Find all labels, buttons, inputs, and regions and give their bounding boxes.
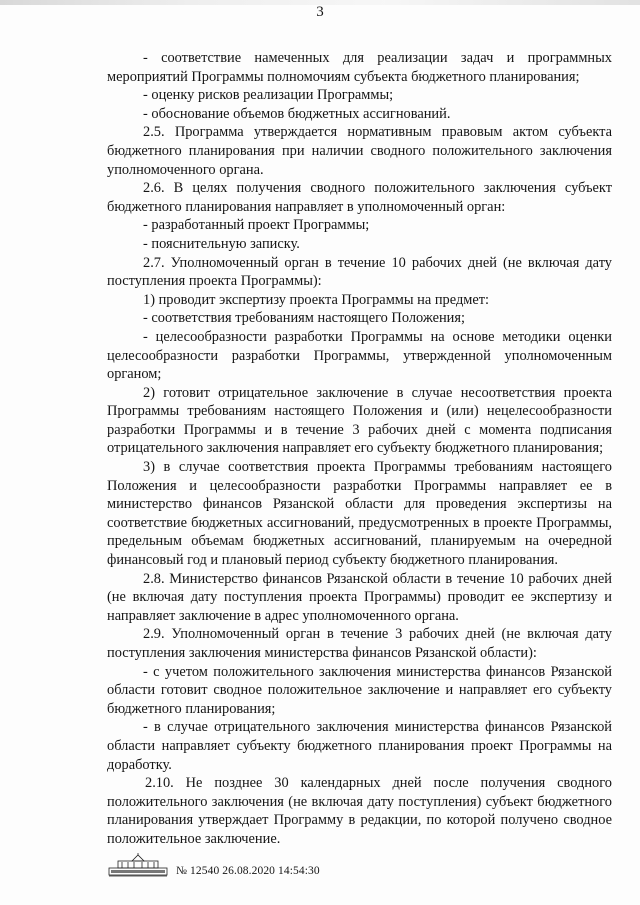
paragraph: 2.6. В целях получения сводного положительного заключения субъект бюджетного планирования направляет в уполномоченный орган: <box>107 180 612 215</box>
registration-stamp: № 12540 26.08.2020 14:54:30 <box>176 865 320 877</box>
paragraph: 2.9. Уполномоченный орган в течение 3 рабочих дней (не включая дату поступления заключения министерства финансов Рязанской области): <box>107 626 612 661</box>
paragraph: 1) проводит экспертизу проекта Программы на предмет: <box>143 291 490 308</box>
paragraph: 2.10. Не позднее 30 календарных дней после получения сводного положительного заключения (не включая дату поступления) субъект бюджетного планирования утверждает Программу в редакции, по которой получено сводное положительное заключение. <box>107 775 612 847</box>
paragraph: - обоснование объемов бюджетных ассигнований. <box>143 105 451 122</box>
document-footer <box>108 853 528 893</box>
paragraph: - соответствие намеченных для реализации задач и программных мероприятий Программы полномочиям субъекта бюджетного планирования; <box>107 50 612 85</box>
paragraph: 2.8. Министерство финансов Рязанской области в течение 10 рабочих дней (не включая дату поступления проекта Программы) проводит ее экспертизу и направляет заключение в адрес уполномоченного органа. <box>107 570 612 624</box>
paragraph: 2) готовит отрицательное заключение в случае несоответствия проекта Программы требованиям настоящего Положения и (или) нецелесообразности разработки Программы и в течение 3 рабочих дней с момента подписания отрицательного заключения направляет его субъекту бюджетного планирования; <box>107 384 612 457</box>
paragraph: - оценку рисков реализации Программы; <box>143 87 394 104</box>
paragraph: 2.7. Уполномоченный орган в течение 10 рабочих дней (не включая дату поступления проекта Программы): <box>107 254 612 290</box>
paragraph: 2.5. Программа утверждается нормативным правовым актом субъекта бюджетного планирования при наличии сводного положительного заключения уполномоченного органа. <box>107 124 612 178</box>
paragraph: - соответствия требованиям настоящего Положения; <box>143 310 465 327</box>
document-body <box>107 49 612 849</box>
paragraph: - целесообразности разработки Программы на основе методики оценки целесообразности разработки Программы, утвержденной уполномоченным органом; <box>107 328 612 383</box>
paragraph: - разработанный проект Программы; <box>143 217 370 234</box>
paragraph: - с учетом положительного заключения министерства финансов Рязанской области готовит сводное положительное заключение и направляет его субъекту бюджетного планирования; <box>107 663 612 717</box>
paragraph: - в случае отрицательного заключения министерства финансов Рязанской области направляет субъекту бюджетного планирования проект Программы на доработку. <box>107 719 612 773</box>
paragraph: - пояснительную записку. <box>143 235 300 252</box>
government-building-logo <box>108 853 168 877</box>
paragraph: 3) в случае соответствия проекта Программы требованиям настоящего Положения и целесообразности разработки Программы направляет ее в министерство финансов Рязанской области для проведения экспертизы на соответствие бюджетных ассигнований, предусмотренных в проекте Программы, предельным объемам бюджетных ассигнований, планируемым на очередной финансовый год и плановый период субъекту бюджетного планирования. <box>107 459 612 569</box>
page-number: 3 <box>316 4 324 20</box>
